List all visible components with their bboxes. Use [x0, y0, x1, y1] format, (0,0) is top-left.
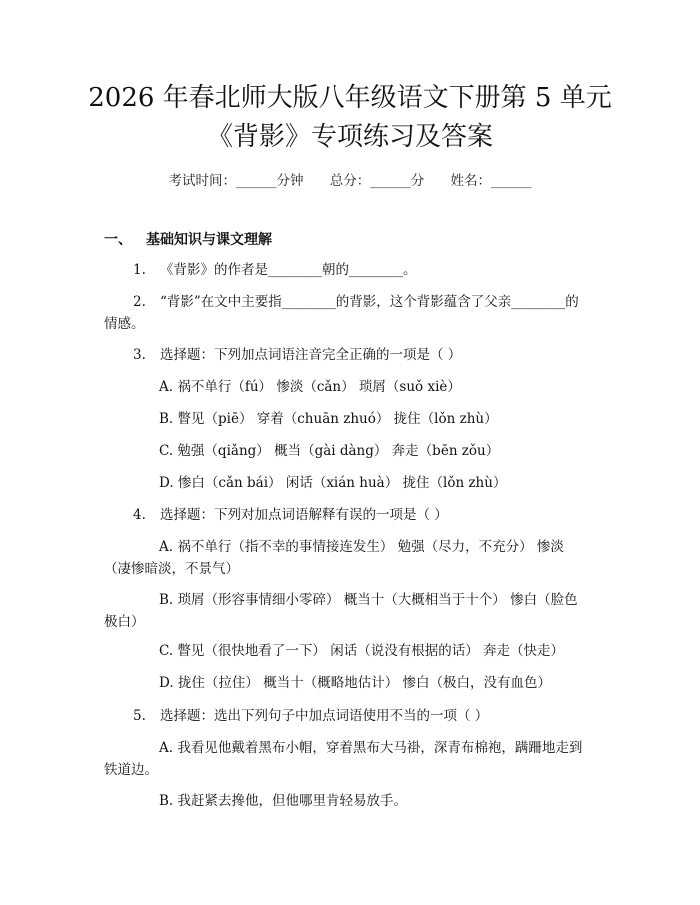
question-number: 3. — [133, 347, 146, 363]
exam-meta — [0, 169, 700, 189]
question-text: 选择题：下列加点词语注音完全正确的一项是（ ） — [160, 347, 462, 363]
option-c: C. 瞥见（很快地看了一下） 闲话（说没有根据的话） 奔走（快走） — [159, 643, 565, 659]
doc-title-line1: 2026 年春北师大版八年级语文下册第 5 单元 — [88, 83, 612, 113]
question-number: 5. — [133, 708, 146, 724]
question-text: “背影”在文中主要指________的背影，这个背影蕴含了父亲________的 — [160, 294, 579, 310]
option-d: D. 拢住（拉住） 概当十（概略地估计） 惨白（极白，没有血色） — [159, 675, 552, 691]
section-heading — [104, 229, 272, 249]
option-b: B. 瞥见（piē） 穿着（chuān zhuó） 拢住（lǒn zhù） — [159, 411, 498, 427]
option-a-continued: （凄惨暗淡，不景气） — [104, 561, 239, 577]
option-a-continued: 铁道边。 — [104, 762, 158, 778]
question-text-continued: 情感。 — [104, 316, 145, 332]
question-text: 《背影》的作者是________朝的________。 — [160, 262, 417, 278]
option-b-continued: 极白） — [104, 614, 145, 630]
option-d: D. 惨白（cǎn bái） 闲话（xián huà） 拢住（lǒn zhù） — [159, 475, 507, 491]
option-c: C. 勉强（qiǎng） 概当（gài dàng） 奔走（bēn zǒu） — [159, 443, 500, 459]
student-name: 姓名：______ — [450, 173, 532, 189]
doc-title-line2: 《背影》专项练习及答案 — [206, 122, 493, 152]
section-title: 基础知识与课文理解 — [146, 232, 272, 248]
exam-time: 考试时间：______分钟 — [168, 173, 304, 189]
option-b: B. 我赶紧去搀他，但他哪里肯轻易放手。 — [159, 793, 408, 809]
section-number: 一、 — [104, 232, 132, 248]
question-number: 4. — [133, 507, 146, 523]
option-b: B. 琐屑（形容事情细小零碎） 概当十（大概相当于十个） 惨白（脸色 — [159, 592, 578, 608]
total-score: 总分：______分 — [329, 173, 425, 189]
question-text: 选择题：下列对加点词语解释有误的一项是（ ） — [160, 507, 448, 523]
option-a: A. 我看见他戴着黑布小帽，穿着黑布大马褂，深青布棉袍，蹒跚地走到 — [159, 740, 583, 756]
question-number: 2. — [133, 294, 146, 310]
option-a: A. 祸不单行（指不幸的事情接连发生） 勉强（尽力，不充分） 惨淡 — [159, 539, 564, 555]
question-text: 选择题：选出下列句子中加点词语使用不当的一项（ ） — [160, 708, 489, 724]
question-number: 1. — [133, 262, 146, 278]
option-a: A. 祸不单行（fú） 惨淡（cǎn） 琐屑（suǒ xiè） — [159, 379, 461, 395]
